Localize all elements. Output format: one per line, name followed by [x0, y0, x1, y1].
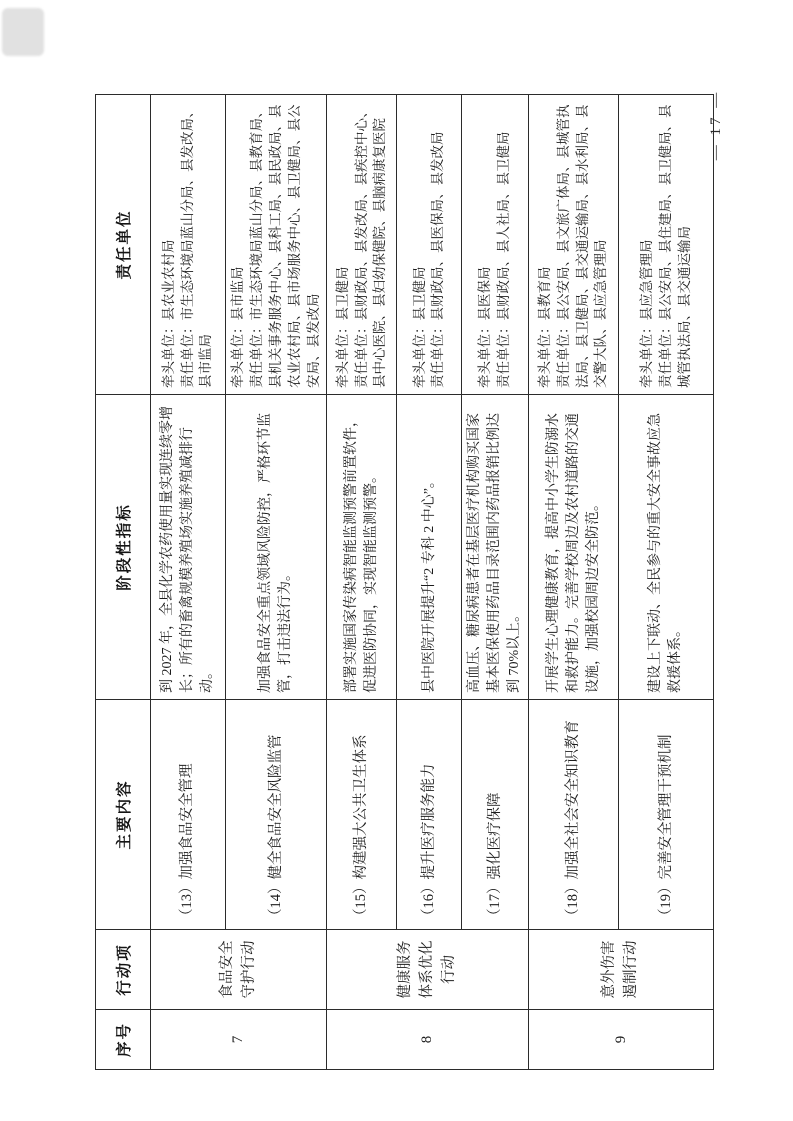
main-content-16: （16）提升医疗服务能力 [397, 700, 462, 930]
table-row [619, 95, 714, 1070]
indicator-14: 加强食品安全重点领域风险防控，严格环节监管，打击违法行为。 [226, 395, 327, 700]
resp-unit-17: 责任单位：县财政局、县人社局、县卫健局 [496, 131, 512, 388]
main-content-18: （18）加强全社会安全知识教育 [529, 700, 619, 930]
resp-unit-19: 责任单位：县公安局、县住建局、县卫健局、县城管执法局、县交通运输局 [657, 104, 692, 388]
indicator-13: 到 2027 年，全县化学农药使用量实现连续零增长；所有的畜禽规模养殖场实施养殖减排行动。 [151, 395, 226, 700]
table-row [462, 95, 529, 1070]
responsible-unit-18 [529, 95, 619, 395]
action-item-8: 健康服务体系优化行动 [327, 930, 529, 1010]
action-item-7: 食品安全守护行动 [151, 930, 327, 1010]
col-header-action-item: 行动项 [96, 930, 151, 1010]
lead-unit-17: 牵头单位：县医保局 [477, 266, 493, 388]
resp-unit-16: 责任单位：县财政局、县医保局、县发改局 [430, 131, 446, 388]
indicator-15: 部署实施国家传染病智能监测预警前置软件，促进医防协同，实现智能监测预警。 [327, 395, 397, 700]
col-header-responsible-unit: 责任单位 [96, 95, 151, 395]
resp-unit-14: 责任单位：市生态环境局蓝山分局、县教育局、县机关事务服务中心、县科工局、县民政局、县农业农村局、县市场服务中心、县卫健局、县公安局、县发改局 [248, 104, 321, 388]
table-row [226, 95, 327, 1070]
col-header-phase-indicator: 阶段性指标 [96, 395, 151, 700]
scan-artifact [2, 8, 44, 56]
resp-unit-18: 责任单位：县公安局、县文旅广体局、县城管执法局、县卫健局、县交通运输局、县水利局、县交警大队、县应急管理局 [555, 104, 609, 388]
col-header-main-content: 主要内容 [96, 700, 151, 930]
lead-unit-14: 牵头单位：县市监局 [230, 266, 245, 388]
lead-unit-19: 牵头单位：县应急管理局 [638, 239, 654, 388]
indicator-17: 高血压、糖尿病患者在基层医疗机构购买国家基本医保使用药品目录范围内药品报销比例达到 70%以上。 [462, 395, 529, 700]
table-row [397, 95, 462, 1070]
responsible-unit-13 [151, 95, 226, 395]
indicator-18: 开展学生心理健康教育，提高中小学生防溺水和救护能力。完善学校周边及农村道路的交通设施，加强校园周边安全防范。 [529, 395, 619, 700]
lead-unit-16: 牵头单位：县卫健局 [411, 266, 427, 388]
action-plan-table [95, 94, 714, 1070]
responsible-unit-16 [397, 95, 462, 395]
table-header-row [96, 95, 151, 1070]
responsible-unit-19 [619, 95, 714, 395]
main-content-13: （13）加强食品安全管理 [151, 700, 226, 930]
main-content-14: （14）健全食品安全风险监管 [226, 700, 327, 930]
main-content-19: （19）完善安全管理干预机制 [619, 700, 714, 930]
lead-unit-13: 牵头单位：县农业农村局 [160, 239, 176, 388]
action-item-9: 意外伤害遏制行动 [529, 930, 714, 1010]
resp-unit-15: 责任单位：县财政局、县发改局、县疾控中心、县中心医院、县妇幼保健院、县脑病康复医院 [353, 104, 388, 388]
responsible-unit-14 [226, 95, 327, 395]
responsible-unit-17 [462, 95, 529, 395]
lead-unit-15: 牵头单位：县卫健局 [334, 266, 350, 388]
main-content-15: （15）构建强大公共卫生体系 [327, 700, 397, 930]
table-row [327, 95, 397, 1070]
page-number: — 17 — [708, 89, 724, 161]
resp-unit-13: 责任单位：市生态环境局蓝山分局、县发改局、县市监局 [179, 104, 214, 388]
lead-unit-18: 牵头单位：县教育局 [536, 266, 552, 388]
serial-number-8: 8 [327, 1010, 529, 1070]
table-row [151, 95, 226, 1070]
responsible-unit-15 [327, 95, 397, 395]
table-row [529, 95, 619, 1070]
main-content-17: （17）强化医疗保障 [462, 700, 529, 930]
col-header-serial: 序号 [96, 1010, 151, 1070]
serial-number-9: 9 [529, 1010, 714, 1070]
serial-number-7: 7 [151, 1010, 327, 1070]
indicator-16: 县中医院开展提升“2 专科 2 中心”。 [397, 395, 462, 700]
indicator-19: 建设上下联动、全民参与的重大安全事故应急救援体系。 [619, 395, 714, 700]
